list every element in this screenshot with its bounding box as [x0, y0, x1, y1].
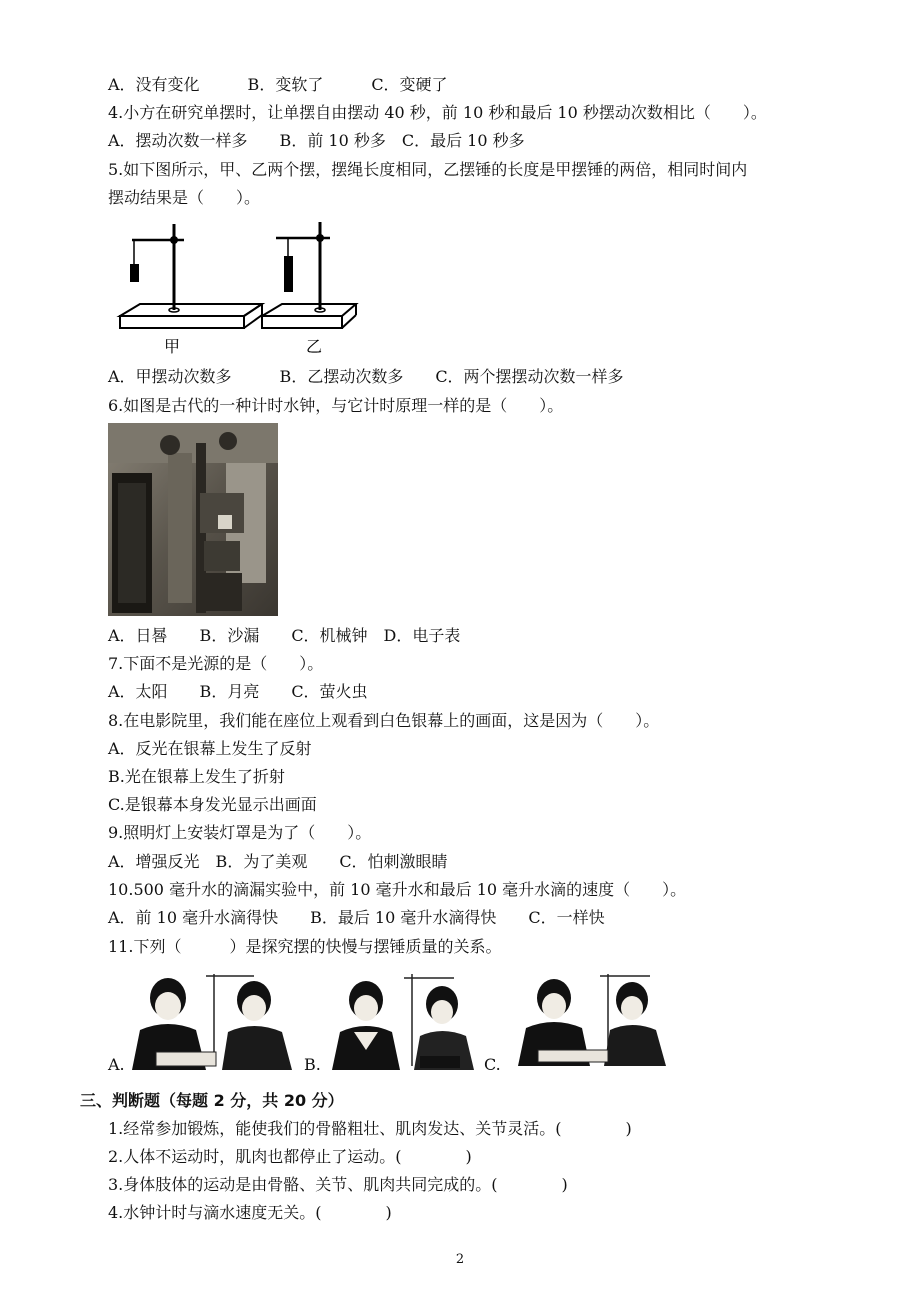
question-9: 9.照明灯上安装灯罩是为了（ ）。: [108, 823, 372, 842]
question-5-cont: 摆动结果是（ ）。: [108, 188, 261, 207]
photo-option-b: [324, 970, 484, 1070]
section-judgement-title: 三、判断题（每题 2 分，共 20 分）: [80, 1091, 344, 1110]
q3-options: A．没有变化 B．变软了 C．变硬了: [108, 75, 448, 94]
question-5: 5.如下图所示，甲、乙两个摆，摆绳长度相同，乙摆锤的长度是甲摆锤的两倍，相同时间内: [108, 160, 748, 179]
question-4: 4.小方在研究单摆时，让单摆自由摆动 40 秒，前 10 秒和最后 10 秒摆动次数相比（ ）。: [108, 103, 767, 122]
photo-option-a-label: A.: [108, 1055, 125, 1074]
q10-options: A．前 10 毫升水滴得快 B．最后 10 毫升水滴得快 C．一样快: [108, 908, 605, 927]
photo-option-c-label: C.: [484, 1055, 501, 1074]
pendulum-figure: [112, 218, 362, 358]
judgement-3: 3.身体肢体的运动是由骨骼、关节、肌肉共同完成的。( ): [108, 1175, 568, 1194]
question-6: 6.如图是古代的一种计时水钟，与它计时原理一样的是（ ）。: [108, 396, 564, 415]
q5-options: A．甲摆动次数多 B．乙摆动次数多 C．两个摆摆动次数一样多: [108, 367, 624, 386]
pendulum-yi: [262, 222, 356, 356]
label-jia: 甲: [164, 337, 181, 356]
q4-options: A．摆动次数一样多 B．前 10 秒多 C．最后 10 秒多: [108, 131, 525, 150]
photo-option-a: [126, 970, 296, 1070]
water-clock-photo: [108, 423, 278, 616]
judgement-2: 2.人体不运动时，肌肉也都停止了运动。( ): [108, 1147, 472, 1166]
pendulum-jia: [120, 224, 262, 356]
question-8: 8.在电影院里，我们能在座位上观看到白色银幕上的画面，这是因为（ ）。: [108, 711, 660, 730]
photo-option-c: [514, 970, 670, 1066]
q8-option-a: A．反光在银幕上发生了反射: [108, 739, 312, 758]
question-10: 10.500 毫升水的滴漏实验中，前 10 毫升水和最后 10 毫升水滴的速度（ ）。: [108, 880, 687, 899]
q8-option-b: B.光在银幕上发生了折射: [108, 767, 285, 786]
question-7: 7.下面不是光源的是（ ）。: [108, 654, 324, 673]
judgement-1: 1.经常参加锻炼，能使我们的骨骼粗壮、肌肉发达、关节灵活。( ): [108, 1119, 632, 1138]
judgement-4: 4.水钟计时与滴水速度无关。( ): [108, 1203, 392, 1222]
q9-options: A．增强反光 B．为了美观 C．怕刺激眼睛: [108, 852, 448, 871]
question-11: 11.下列（ ）是探究摆的快慢与摆锤质量的关系。: [108, 937, 502, 956]
q6-options: A．日晷 B．沙漏 C．机械钟 D．电子表: [108, 626, 461, 645]
photo-option-b-label: B.: [304, 1055, 321, 1074]
page-number: 2: [455, 1252, 465, 1267]
q7-options: A．太阳 B．月亮 C．萤火虫: [108, 682, 368, 701]
q8-option-c: C.是银幕本身发光显示出画面: [108, 795, 317, 814]
label-yi: 乙: [306, 337, 323, 356]
